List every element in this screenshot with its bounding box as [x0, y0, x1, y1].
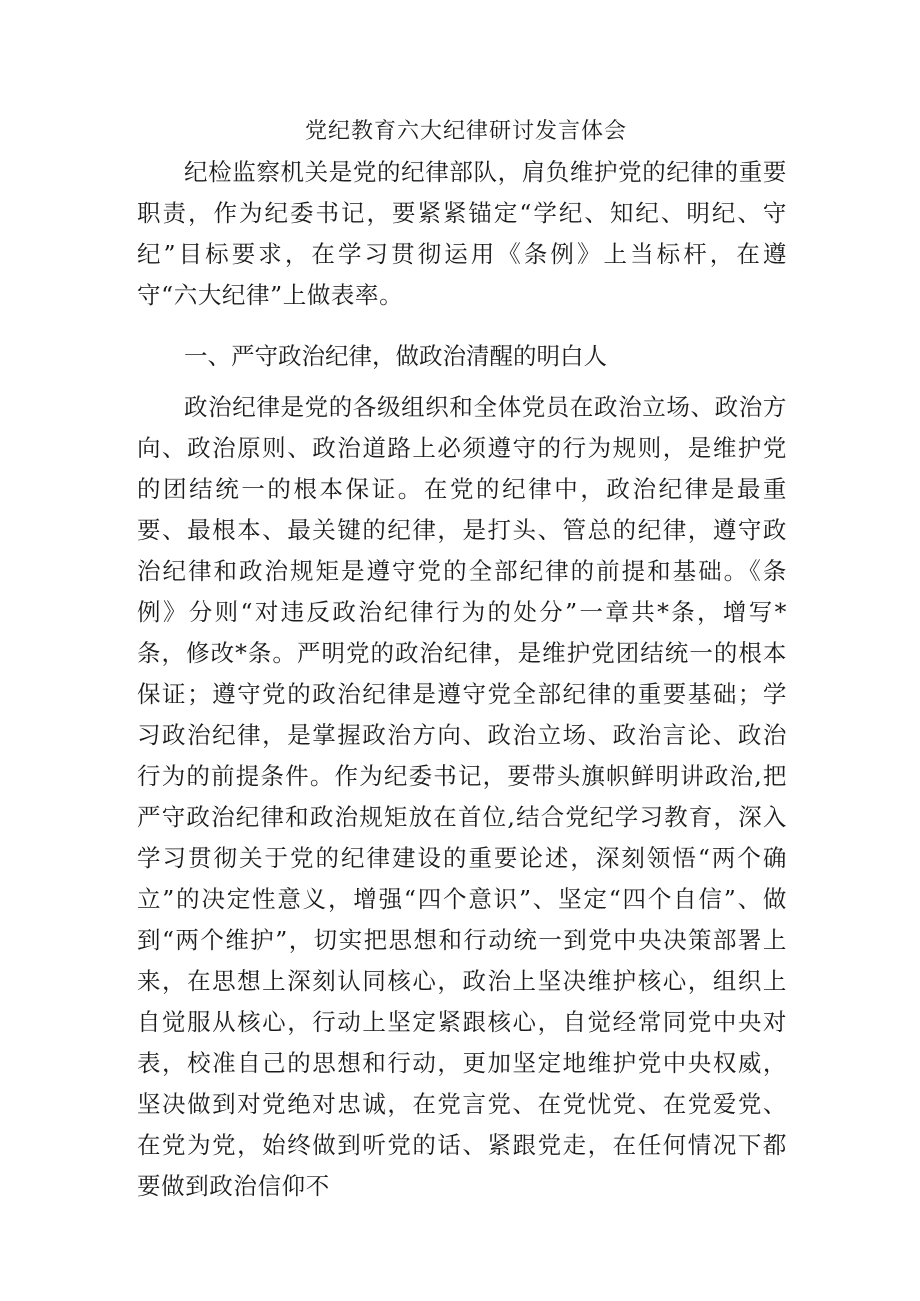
section-body-paragraph: 政治纪律是党的各级组织和全体党员在政治立场、政治方向、政治原则、政治道路上必须遵守的行为规则，是维护党的团结统一的根本保证。在党的纪律中，政治纪律是最重要、最根本、最关键的纪律，是打头、管总的纪律，遵守政治纪律和政治规矩是遵守党的全部纪律的前提和基础。《条例》分则“对违反政治纪律行为的处分”一章共*条，增写*条，修改*条。严明党的政治纪律，是维护党团结统一的根本保证；遵守党的政治纪律是遵守党全部纪律的重要基础；学习政治纪律，是掌握政治方向、政治立场、政治言论、政治行为的前提条件。作为纪委书记，要带头旗帜鲜明讲政治,把严守政治纪律和政治规矩放在首位,结合党纪学习教育，深入学习贯彻关于党的纪律建设的重要论述，深刻领悟“两个确立”的决定性意义，增强“四个意识”、坚定“四个自信”、做到“两个维护”，切实把思想和行动统一到党中央决策部署上来，在思想上深刻认同核心，政治上坚决维护核心，组织上自觉服从核心，行动上坚定紧跟核心，自觉经常同党中央对表，校准自己的思想和行动，更加坚定地维护党中央权威，坚决做到对党绝对忠诚，在党言党、在党忧党、在党爱党、在党为党，始终做到听党的话、紧跟党走，在任何情况下都要做到政治信仰不: [137, 393, 787, 1200]
section-heading: 一、严守政治纪律，做政治清醒的明白人: [184, 342, 607, 370]
document-content: [137, 112, 787, 1207]
spacer: [137, 316, 787, 326]
intro-paragraph: 纪检监察机关是党的纪律部队，肩负维护党的纪律的重要职责，作为纪委书记，要紧紧锚定“学纪、知纪、明纪、守纪”目标要求，在学习贯彻运用《条例》上当标杆，在遵守“六大纪律”上做表率。: [137, 158, 787, 309]
document-title: 党纪教育六大纪律研讨发言体会: [304, 119, 627, 144]
